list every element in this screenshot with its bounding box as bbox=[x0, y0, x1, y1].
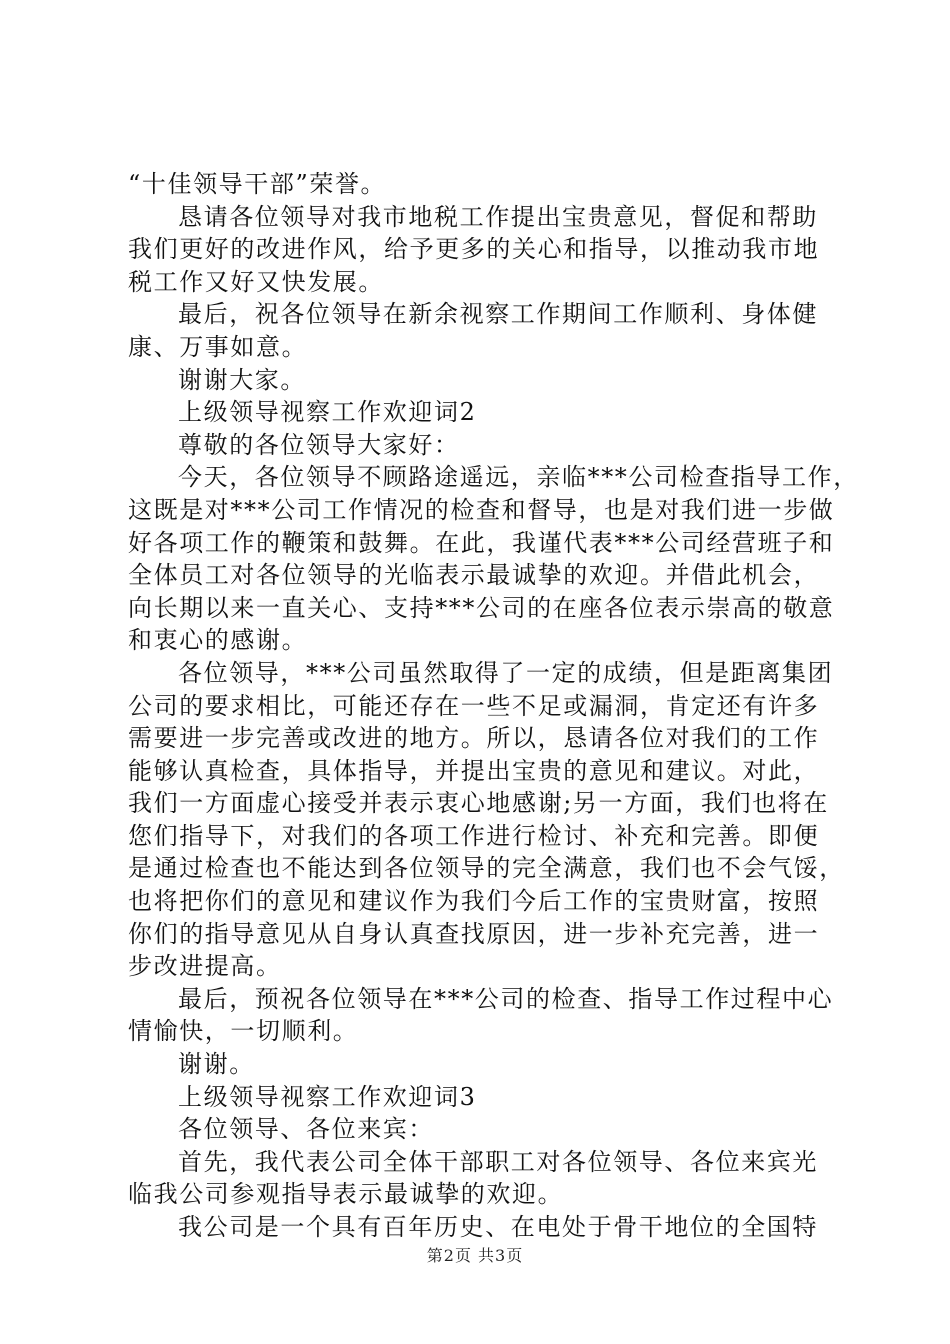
text-line: 今天，各位领导不顾路途遥远，亲临***公司检查指导工作， bbox=[178, 463, 859, 492]
text-line: 能够认真检查，具体指导，并提出宝贵的意见和建议。对此， bbox=[128, 756, 820, 785]
text-line: 我们更好的改进作风，给予更多的关心和指导，以推动我市地 bbox=[128, 235, 820, 264]
text-line: 您们指导下，对我们的各项工作进行检讨、补充和完善。即便 bbox=[128, 821, 820, 850]
text-line: 临我公司参观指导表示最诚挚的欢迎。 bbox=[128, 1180, 564, 1209]
text-line: 需要进一步完善或改进的地方。所以，恳请各位对我们的工作 bbox=[128, 724, 820, 753]
text-line: 向长期以来一直关心、支持***公司的在座各位表示崇高的敬意 bbox=[128, 593, 835, 622]
text-line: 情愉快，一切顺利。 bbox=[128, 1017, 359, 1046]
text-line: 税工作又好又快发展。 bbox=[128, 267, 384, 296]
text-line: 这既是对***公司工作情况的检查和督导，也是对我们进一步做 bbox=[128, 495, 835, 524]
text-line: 我们一方面虚心接受并表示衷心地感谢;另一方面，我们也将在 bbox=[128, 789, 829, 818]
text-line: 好各项工作的鞭策和鼓舞。在此，我谨代表***公司经营班子和 bbox=[128, 528, 835, 557]
text-line: 上级领导视察工作欢迎词3 bbox=[178, 1082, 477, 1111]
text-line: 全体员工对各位领导的光临表示最诚挚的欢迎。并借此机会， bbox=[128, 561, 820, 590]
text-line: 步改进提高。 bbox=[128, 952, 282, 981]
text-line: 是通过检查也不能达到各位领导的完全满意，我们也不会气馁， bbox=[128, 854, 845, 883]
text-line: 公司的要求相比，可能还存在一些不足或漏洞，肯定还有许多 bbox=[128, 691, 820, 720]
text-line: “十佳领导干部”荣誉。 bbox=[128, 170, 387, 198]
text-line: 最后，预祝各位领导在***公司的检查、指导工作过程中心 bbox=[178, 984, 834, 1013]
text-line: 我公司是一个具有百年历史、在电处于骨干地位的全国特 bbox=[178, 1213, 818, 1241]
text-line: 尊敬的各位领导大家好： bbox=[178, 430, 460, 459]
text-line: 康、万事如意。 bbox=[128, 332, 308, 361]
text-line: 各位领导、各位来宾： bbox=[178, 1115, 434, 1144]
text-line: 恳请各位领导对我市地税工作提出宝贵意见，督促和帮助 bbox=[178, 202, 818, 231]
text-line: 各位领导，***公司虽然取得了一定的成绩，但是距离集团 bbox=[178, 658, 834, 687]
text-line: 首先，我代表公司全体干部职工对各位领导、各位来宾光 bbox=[178, 1147, 818, 1176]
text-line: 上级领导视察工作欢迎词2 bbox=[178, 398, 477, 427]
page-footer: 第2页 共3页 bbox=[426, 1246, 524, 1265]
text-line: 你们的指导意见从自身认真查找原因，进一步补充完善，进一 bbox=[128, 919, 820, 948]
text-line: 谢谢大家。 bbox=[178, 365, 306, 394]
document-body bbox=[128, 168, 859, 1244]
text-line: 也将把你们的意见和建议作为我们今后工作的宝贵财富，按照 bbox=[128, 887, 820, 916]
text-line: 谢谢。 bbox=[178, 1050, 255, 1079]
text-line: 和衷心的感谢。 bbox=[128, 626, 308, 655]
text-line: 最后，祝各位领导在新余视察工作期间工作顺利、身体健 bbox=[178, 300, 818, 329]
